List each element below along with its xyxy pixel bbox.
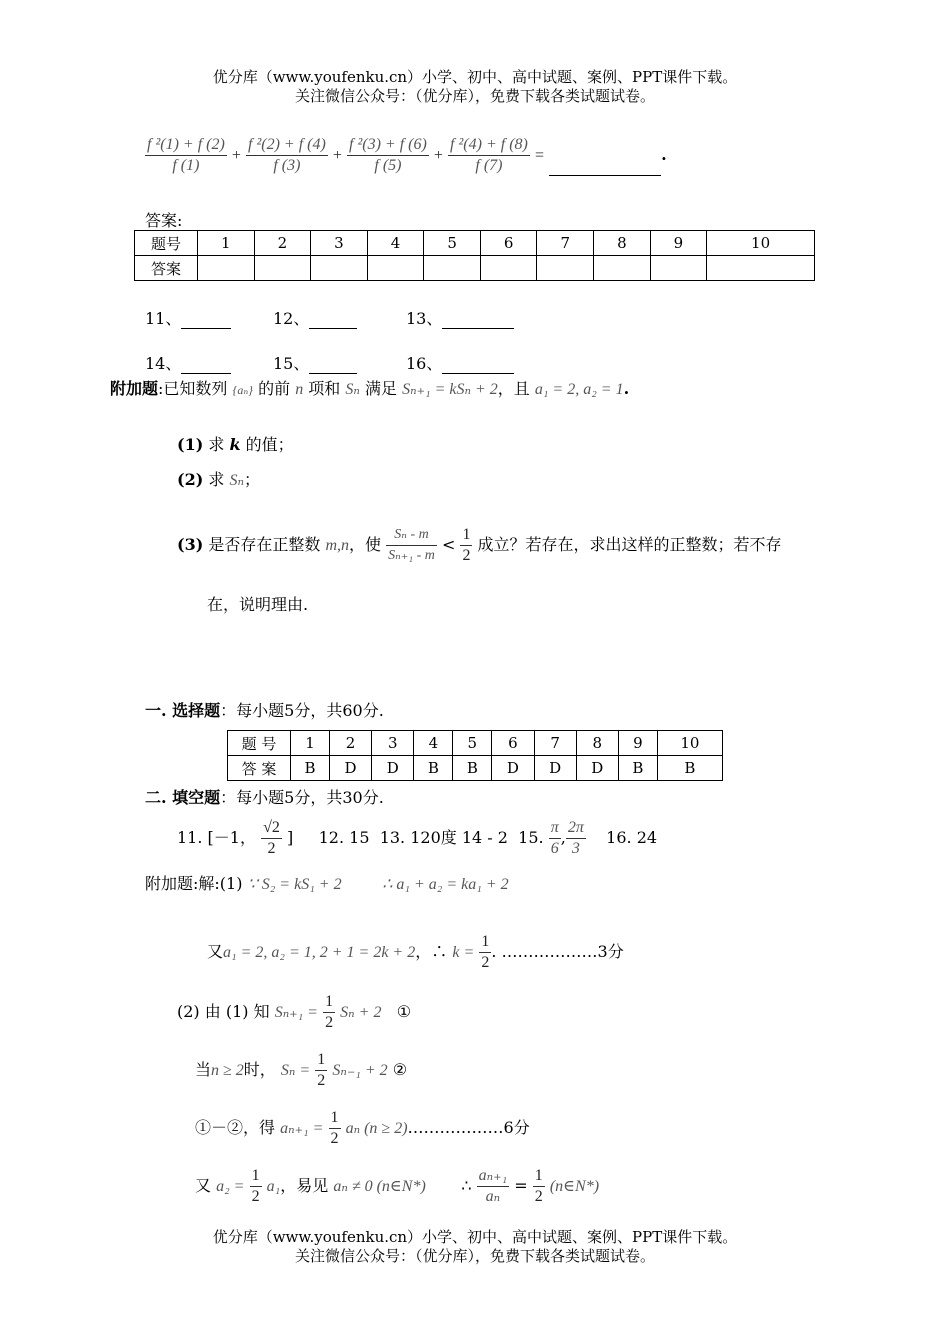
footer-line-1: 优分库（www.youfenku.cn）小学、初中、高中试题、案例、PPT课件下载。	[212, 1228, 738, 1246]
table-cell: 7	[534, 731, 576, 756]
table-cell: 10	[707, 231, 815, 256]
answer-cell: D	[492, 756, 534, 781]
answer-cell	[537, 256, 594, 281]
ratio-fraction: $\frac{\text{aₙ₊₁}}{\text{aₙ}}$	[478, 1167, 508, 1205]
p2-fraction: $\frac{1}{2}$	[325, 993, 334, 1031]
footer-line-2: 关注微信公众号：（优分库），免费下载各类试题试卷。	[294, 1247, 655, 1265]
table-cell: 3	[311, 231, 368, 256]
blank-12: 12、	[273, 306, 357, 329]
p4-fraction: $\frac{1}{2}$	[330, 1109, 339, 1147]
question-1: (1) 求 k 的值；	[177, 435, 294, 454]
solution-part-5: 又 a₂ = $\frac{1}{2}$ a₁，易见 aₙ ≠ 0 (n∈N*) ∴ $\frac{\text{aₙ₊₁}}{\text{aₙ}}$ = $\frac{1}{2}$ (n∈N*)	[195, 1167, 600, 1205]
answer-table-row-answers	[135, 256, 815, 281]
formula-frac-2: $\frac{\text{f ²(2) + f (4)}}{f (3)}$	[248, 136, 326, 174]
p5-fraction: $\frac{1}{2}$	[251, 1167, 260, 1205]
answer-cell: D	[576, 756, 618, 781]
question-2: (2) 求 Sₙ；	[177, 470, 260, 489]
math-relation: Sₙ₊₁ = kSₙ + 2	[402, 381, 498, 398]
math-seq: {aₙ}	[232, 383, 253, 397]
table-header-cell: 答 案	[228, 756, 291, 781]
section-1-heading: 一. 选择题：每小题5分，共60分.	[145, 701, 384, 720]
answer-cell	[650, 256, 707, 281]
formula-answer-blank	[549, 161, 661, 176]
period: .	[623, 379, 630, 398]
table-cell: 10	[657, 731, 722, 756]
plus-sign: +	[332, 147, 342, 164]
table-cell: 5	[453, 731, 492, 756]
answer-cell: B	[414, 756, 453, 781]
table-cell: 3	[372, 731, 414, 756]
answer-cell	[480, 256, 537, 281]
answer-cell: B	[618, 756, 657, 781]
table-cell: 2	[254, 231, 311, 256]
question-3: (3) 是否存在正整数 m,n，使 $\frac{\text{Sₙ - m}}{\text{Sₙ₊₁ - m}}$ < $\frac{1}{2}$ 成立？若存在，求出这样的正整数；若不存	[177, 526, 782, 564]
math-n: n	[295, 381, 304, 398]
math-sn: Sₙ	[345, 381, 360, 398]
key-table	[227, 730, 723, 781]
math-initial: a₁ = 2, a₂ = 1	[534, 381, 624, 398]
text: 满足	[364, 379, 397, 398]
solution-part-1: 附加题:解:(1) ∵ S₂ = kS₁ + 2 ∴ a₁ + a₂ = ka₁ + 2	[145, 874, 509, 893]
answer-cell	[198, 256, 255, 281]
table-cell: 8	[594, 231, 651, 256]
table-header-cell: 题 号	[228, 731, 291, 756]
a15-fraction-1: $\frac{\pi}{6}$	[550, 819, 559, 857]
answer-cell: B	[453, 756, 492, 781]
answer-cell: B	[657, 756, 722, 781]
table-cell: 8	[576, 731, 618, 756]
text: :已知数列	[158, 379, 228, 398]
table-cell: 1	[198, 231, 255, 256]
solution-part-4: ①－②，得 aₙ₊₁ = $\frac{1}{2}$ aₙ (n ≥ 2)………………6分	[195, 1109, 530, 1147]
solution-part-3: 当n ≥ 2时， Sₙ = $\frac{1}{2}$ Sₙ₋₁ + 2 ②	[195, 1051, 408, 1089]
question-3-cont: 在，说明理由.	[207, 595, 309, 614]
table-cell: 7	[537, 231, 594, 256]
solution-part-2: (2) 由 (1) 知 Sₙ₊₁ = $\frac{1}{2}$ Sₙ + 2 ①	[177, 993, 412, 1031]
a15-fraction-2: $\frac{2\pi}{3}$	[567, 819, 584, 857]
half-fraction: $\frac{1}{2}$	[534, 1167, 543, 1205]
table-header-cell: 题号	[135, 231, 198, 256]
key-table-row-numbers	[228, 731, 723, 756]
table-cell: 6	[480, 231, 537, 256]
blank-14: 14、	[145, 351, 231, 374]
table-cell: 4	[367, 231, 424, 256]
bonus-label: 附加题	[110, 379, 159, 398]
answer-cell	[707, 256, 815, 281]
table-cell: 5	[424, 231, 481, 256]
blank-15: 15、	[273, 351, 357, 374]
answer-cell	[311, 256, 368, 281]
answer-cell	[254, 256, 311, 281]
k-fraction: $\frac{1}{2}$	[481, 933, 490, 971]
formula-frac-3: $\frac{\text{f ²(3) + f (6)}}{f (5)}$	[349, 136, 427, 174]
q3-fraction: $\frac{\text{Sₙ - m}}{\text{Sₙ₊₁ - m}}$	[388, 527, 435, 563]
answer-cell: D	[534, 756, 576, 781]
blank-16: 16、	[406, 351, 514, 374]
header-line-2: 关注微信公众号：（优分库），免费下载各类试题试卷。	[294, 87, 655, 105]
fill-answers: 11. [－1， $\frac{√2}{2}$ ] 12. 15 13. 120度 14 - 2 15. $\frac{\pi}{6}$ , $\frac{2\pi}{3}$ 16. 24	[177, 819, 658, 857]
answer-cell	[594, 256, 651, 281]
formula-period: .	[661, 145, 667, 164]
a11-fraction: $\frac{√2}{2}$	[263, 819, 280, 857]
text: 项和	[308, 379, 341, 398]
formula-frac-1: $\frac{\text{f ²(1) + f (2)}}{f (1)}$	[147, 136, 225, 174]
table-cell: 6	[492, 731, 534, 756]
key-table-row-answers	[228, 756, 723, 781]
table-cell: 9	[650, 231, 707, 256]
table-cell: 1	[291, 731, 330, 756]
blank-13: 13、	[406, 306, 514, 329]
plus-sign: +	[433, 147, 443, 164]
table-header-cell: 答案	[135, 256, 198, 281]
header-line-1: 优分库（www.youfenku.cn）小学、初中、高中试题、案例、PPT课件下载。	[212, 68, 738, 86]
q3-half: $\frac{1}{2}$	[462, 526, 471, 564]
table-cell: 4	[414, 731, 453, 756]
answer-cell	[424, 256, 481, 281]
solution-part-1b: 又a₁ = 2, a₂ = 1, 2 + 1 = 2k + 2，∴ k = $\frac{1}{2}$ . ………………3分	[207, 933, 624, 971]
answer-label: 答案:	[145, 211, 183, 230]
bonus-problem	[110, 376, 629, 399]
answer-cell	[367, 256, 424, 281]
answer-cell: D	[372, 756, 414, 781]
section-2-heading: 二. 填空题：每小题5分，共30分.	[145, 788, 384, 807]
table-cell: 2	[329, 731, 371, 756]
blank-11: 11、	[145, 306, 231, 329]
answer-table-row-numbers	[135, 231, 815, 256]
table-cell: 9	[618, 731, 657, 756]
formula-frac-4: $\frac{\text{f ²(4) + f (8)}}{f (7)}$	[450, 136, 528, 174]
formula-top	[145, 135, 667, 176]
p3-fraction: $\frac{1}{2}$	[317, 1051, 326, 1089]
answer-cell: D	[329, 756, 371, 781]
answer-table	[134, 230, 815, 281]
text: 的前	[258, 379, 291, 398]
plus-sign: +	[231, 147, 241, 164]
answer-cell: B	[291, 756, 330, 781]
text: ，且	[497, 379, 530, 398]
equals-sign: =	[534, 147, 544, 164]
